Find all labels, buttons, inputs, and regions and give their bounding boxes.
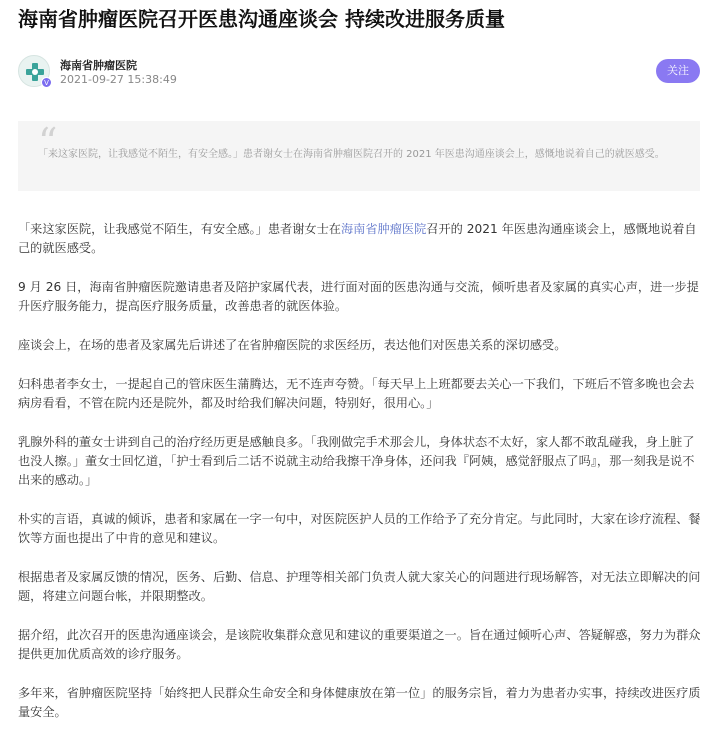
paragraph-7: 根据患者及家属反馈的情况，医务、后勤、信息、护理等相关部门负责人就大家关心的问题进行现场解答，对无法立即解决的问题，将建立问题台帐，并限期整改。 bbox=[18, 570, 701, 603]
paragraph-1-before: 「来这家医院，让我感觉不陌生，有安全感。」患者谢女士在 bbox=[18, 222, 341, 236]
paragraph-2: 9 月 26 日，海南省肿瘤医院邀请患者及陪护家属代表，进行面对面的医患沟通与交流，倾听患者及家属的真实心声，进一步提升医疗服务能力，提高医疗服务质量，改善患者的就医体验。 bbox=[18, 280, 699, 313]
paragraph-3: 座谈会上，在场的患者及家属先后讲述了在省肿瘤医院的求医经历，表达他们对医患关系的深切感受。 bbox=[18, 338, 567, 352]
article-title: 海南省肿瘤医院召开医患沟通座谈会 持续改进服务质量 bbox=[18, 7, 505, 31]
quote-mark-icon: “ bbox=[38, 120, 58, 164]
paragraph-6: 朴实的言语，真诚的倾诉，患者和家属在一字一句中，对医院医护人员的工作给予了充分肯定。与此同时，大家在诊疗流程、餐饮等方面也提出了中肯的意见和建议。 bbox=[18, 512, 701, 545]
paragraph-1 bbox=[18, 220, 702, 258]
article-body bbox=[18, 220, 702, 737]
publish-time: 2021-09-27 15:38:49 bbox=[60, 73, 177, 86]
verified-badge-icon: V bbox=[41, 77, 52, 88]
paragraph-9: 多年来，省肿瘤医院坚持「始终把人民群众生命安全和身体健康放在第一位」的服务宗旨，着力为患者办实事，持续改进医疗质量安全。 bbox=[18, 686, 701, 719]
paragraph-1-after: 召开的 2021 年医患沟通座谈会上，感慨地说着自己的就医感受。 bbox=[18, 222, 697, 255]
paragraph-5: 乳腺外科的董女士讲到自己的治疗经历更是感触良多。「我刚做完手术那会儿，身体状态不太好，家人都不敢乱碰我，身上脏了也没人擦。」董女士回忆道，「护士看到后二话不说就主动给我擦干净身体，还问我『阿姨，感觉舒服点了吗』，那一刻我是说不出来的感动。」 bbox=[18, 435, 695, 487]
follow-button[interactable]: 关注 bbox=[656, 59, 700, 83]
author-name[interactable]: 海南省肿瘤医院 bbox=[60, 59, 137, 72]
paragraph-4: 妇科患者李女士，一提起自己的管床医生蒲腾达，无不连声夸赞。「每天早上上班都要去关心一下我们，下班后不管多晚也会去病房看看，不管在院内还是院外，都及时给我们解决问题，特别好，很用心。」 bbox=[18, 377, 695, 410]
author-bar bbox=[18, 55, 700, 89]
paragraph-8: 据介绍，此次召开的医患沟通座谈会，是该院收集群众意见和建议的重要渠道之一。旨在通过倾听心声、答疑解惑，努力为群众提供更加优质高效的诊疗服务。 bbox=[18, 628, 701, 661]
hospital-link[interactable]: 海南省肿瘤医院 bbox=[340, 222, 427, 236]
summary-text: 「来这家医院，让我感觉不陌生，有安全感。」患者谢女士在海南省肿瘤医院召开的 2021 年医患沟通座谈会上，感慨地说着自己的就医感受。 bbox=[38, 149, 665, 160]
summary-quote-box bbox=[18, 121, 700, 191]
